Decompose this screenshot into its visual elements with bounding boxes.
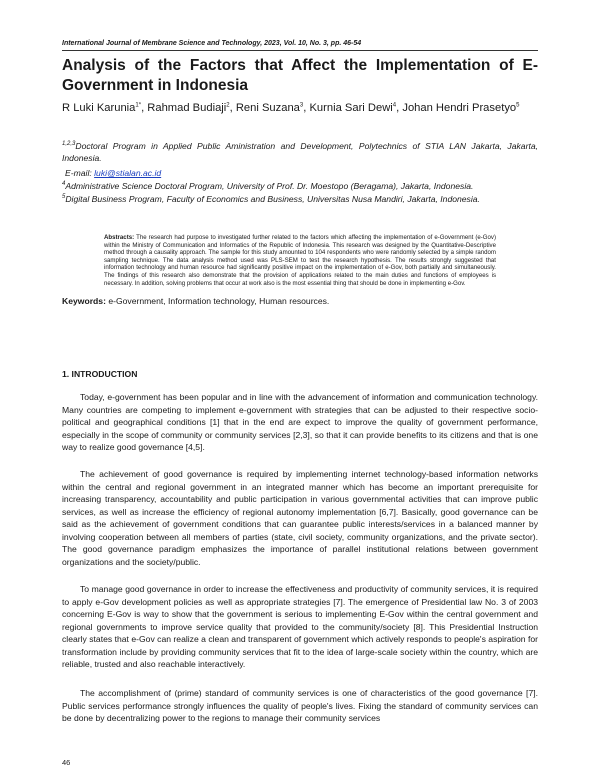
email-link[interactable]: luki@stialan.ac.id [94, 168, 162, 178]
keywords-label: Keywords: [62, 296, 106, 306]
author-list: R Luki Karunia$^{1*}$, Rahmad Budiaji$^2$, Reni Suzana$^3$, Kurnia Sari Dewi$^4$, Johan Hendri Prasetyo$^5$ [62, 102, 520, 114]
journal-header: International Journal of Membrane Science and Technology, 2023, Vol. 10, No. 3, pp. 46-54 [62, 40, 538, 51]
affiliation-text: Digital Business Program, Faculty of Economics and Business, Universitas Nusa Mandiri, Jakarta, Indonesia. [65, 194, 480, 204]
author-sup: 5 [516, 102, 520, 109]
paragraph: Today, e-government has been popular and in line with the advancement of information and communication technology. Many countries are competing to implement e-government with strategies that can be adjusted to their respective socio-political and geographical conditions [1] that in the end are expect to improve the quality of government performance, especially in the scope of community or community services [2,3], so that it can provide benefits to its citizens and that is one way to realize good governance [4,5]. [62, 392, 538, 452]
abstract-text: The research had purpose to investigated further related to the factors which affecting the implementation of e-Government (e-Gov) within the Ministry of Communication and Informatics of the Republic of Indonesia. This research was designed by the Quantitative-Descriptive method through a causality approach. The sample for this study amounted to 104 respondents who were randomly selected by a simple random sampling technique. The data analysis method used was PLS-SEM to test the research hypothesis. The results strongly suggested that information technology and human resource had significantly positive impact on the implementation of e-Gov, both partially and simultaneously. The findings of this research also demonstrate that the provision of applications related to the main duties and functions of employees is necessary. In addition, solving problems that occur at work also is the most essential thing that should be done in implementing e-Gov. [104, 234, 496, 287]
email-label: E-mail: [65, 168, 92, 178]
abstract-label: Abstracts: [104, 234, 135, 241]
page-number: 46 [62, 758, 71, 767]
keywords [62, 296, 538, 306]
author-name: Kurnia Sari Dewi [309, 102, 393, 114]
affiliation-sup: 5 [62, 194, 66, 201]
keywords-text: e-Government, Information technology, Human resources. [108, 296, 330, 306]
author-sup: 3 [299, 102, 304, 109]
email-line [65, 168, 541, 180]
affiliation-sup: 4 [62, 181, 66, 188]
affiliation-1 [62, 141, 538, 164]
paragraph: The achievement of good governance is required by implementing internet technology-based information networks within the central and regional government in an integrated manner which has become an important prerequisite for increasing transparency, accountability and public participation in various governmental activities that can improve public services, as well as increase the efficiency of regional autonomy implementation [6,7]. Basically, good governance can be said as the achievement of government conditions that can guarantee public interests/services in a balanced manner by involving cooperation between all members of parties (state, civil society, community organizations, and the private sector). The good governance paradigm emphasizes the importance of parallel institutional relations between government organizations and the society/public. [62, 469, 538, 567]
author-sup: 2 [226, 102, 230, 109]
affiliation-text: Doctoral Program in Applied Public Aministration and Development, Polytechnics of STIA LAN Jakarta, Jakarta, Indonesia. [62, 141, 538, 163]
paragraph: The accomplishment of (prime) standard of community services is one of characteristics of the good governance [7]. Public services performance strongly influences the quality of people's lives. Fixing the standard of community services can be done by decentralizing power to the regions to manage their community services [62, 688, 538, 723]
affiliation-4 [62, 181, 538, 193]
author-name: R Luki Karunia [62, 102, 136, 114]
author-name: Reni Suzana [235, 102, 300, 114]
abstract [104, 234, 496, 287]
author-name: Rahmad Budiaji [147, 102, 227, 114]
author-sup: 1* [135, 102, 142, 109]
affiliation-5 [62, 194, 538, 206]
affiliation-sup: 1,2,3 [62, 141, 76, 148]
paragraph: To manage good governance in order to increase the effectiveness and productivity of community services, it is required to apply e-Gov development policies as well as appropriate strategies [7]. The emergence of Presidential law No. 3 of 2003 concerning E-Gov is way to show that the government is serious to implementing E-Gov within the central government and regional governments to improve service quality that provided to the community/society [8]. This Presidential Instruction clearly states that e-Gov can realize a clean and transparent of government which actively responds to people's aspiration for transformation include by providing community services that fit to the idea of large-scale society within the country, which are reliable, trusted and also reachable interactively. [62, 584, 538, 669]
affiliation-text: Administrative Science Doctoral Program, University of Prof. Dr. Moestopo (Beragama), Jakarta, Indonesia. [65, 181, 474, 191]
paper-title: Analysis of the Factors that Affect the Implementation of E-Government in Indonesia [62, 57, 538, 94]
author-name: Johan Hendri Prasetyo [402, 102, 517, 114]
author-sup: 4 [392, 102, 397, 109]
section-heading: 1. INTRODUCTION [62, 369, 138, 379]
